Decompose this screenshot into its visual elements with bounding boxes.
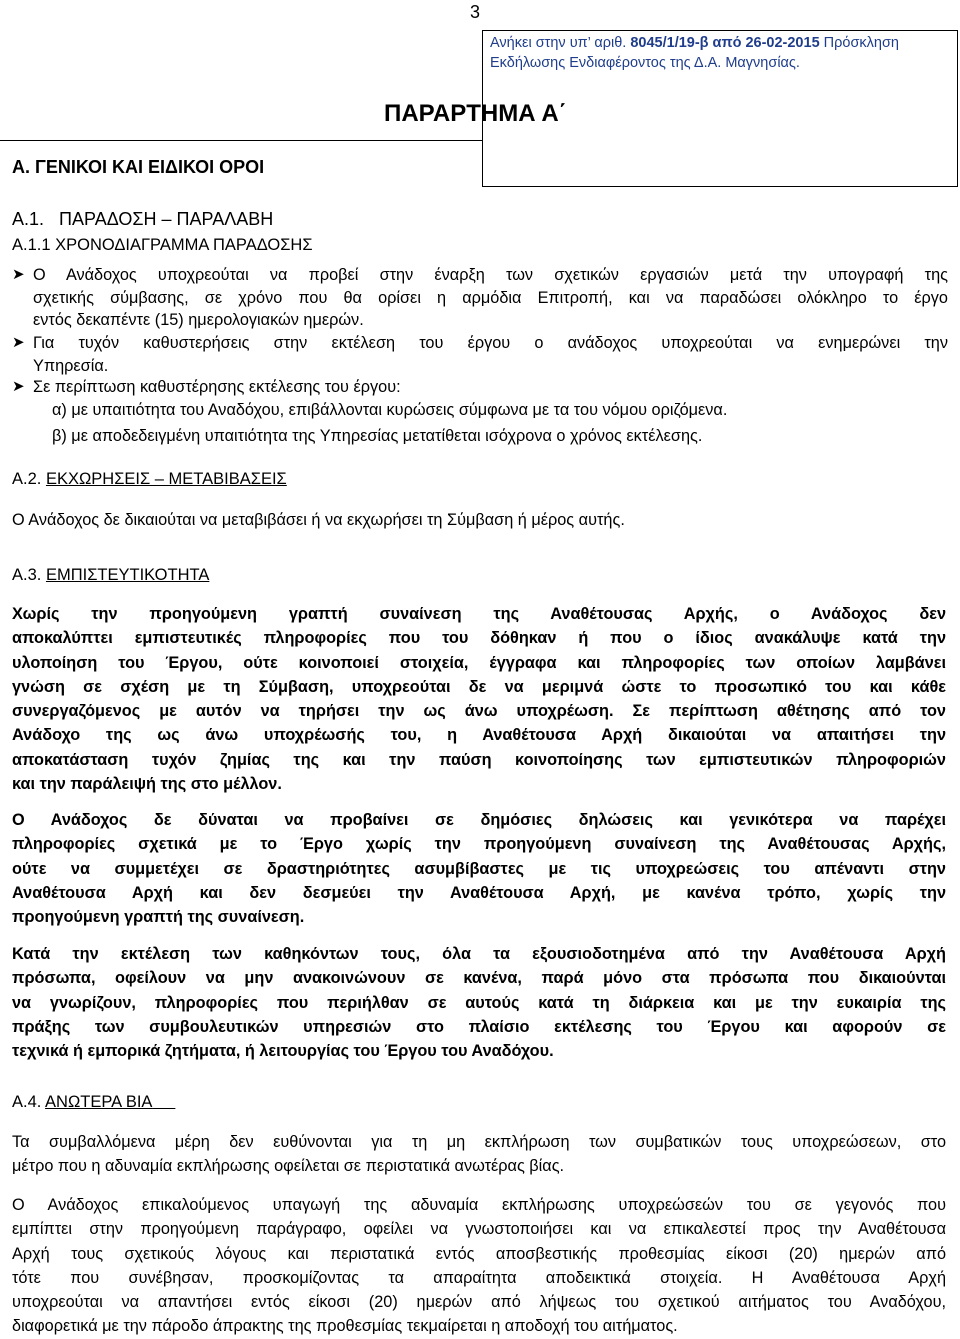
a4-heading [12,1093,175,1112]
a3-paragraph-3 [12,942,946,1063]
a3-paragraph-1 [12,602,946,796]
a4-p1-line: μέτρο που η αδυναμία εκπλήρωσης οφείλεται σε περιστατικά ανωτέρας βίας. [12,1157,565,1176]
arrow-bullet-icon: ➤ [12,378,25,395]
reference-note [490,33,955,73]
a4-p2-line: υποχρεούται να απαντήσει εντός είκοσι (20) ημερών από λήψεως του σχετικού αιτήματος του Αναδόχου, [12,1293,946,1312]
bullet-1 [33,264,948,332]
a3-p1-line: και την παράλειψή της στο μέλλον. [12,775,282,794]
a3-number: Α.3. [12,566,42,584]
a3-p1-line: υλοποίηση του Έργου, ούτε κοινοποιεί στοιχεία, έγγραφα και πληροφορίες των οποίων λαμβάνει [12,653,946,672]
bullet-1-line-2: σχετικής σύμβασης, σε χρόνο που θα ορίσει η αρμόδια Επιτροπή, και να παραδώσει ολόκληρο το έργο [33,288,948,307]
a4-number: Α.4. [12,1093,42,1111]
a3-p2-line: ούτε να συμμετέχει σε δραστηριότητες ασυμβίβαστες με τις υποχρεώσεις του απέναντι στην [12,859,946,878]
a3-p1-line: συνεργαζόμενος με αυτόν να τηρήσει την ως άνω υποχρέωση. Σε περίπτωση αθέτησης από τον [12,702,946,721]
a3-p2-line: προηγούμενη γραπτή της συναίνεση. [12,908,305,927]
a4-paragraph-2 [12,1193,946,1339]
a4-p2-line: διαφορετικά με την πάροδο άπρακτης της προθεσμίας τεκμαίρεται η αποδοχή του αιτήματος. [12,1317,678,1336]
arrow-bullet-icon: ➤ [12,266,25,283]
a4-paragraph-1 [12,1130,946,1179]
a3-p1-line: Χωρίς την προηγούμενη γραπτή συναίνεση της Αναθέτουσας Αρχής, ο Ανάδοχος δεν [12,605,946,623]
a3-p2-line: Αναθέτουσα Αρχή και δεν δεσμεύει την Αναθέτουσα Αρχή, με κανένα τρόπο, χωρίς την [12,883,946,902]
bullet-3-sub-b: β) με αποδεδειγμένη υπαιτιότητα της Υπηρεσίας μετατίθεται ισόχρονα ο χρόνος εκτέλεσης. [52,427,703,445]
a3-paragraph-2 [12,808,946,929]
bullet-3-line-1: Σε περίπτωση καθυστέρησης εκτέλεσης του έργου: [33,378,401,396]
bullet-3 [33,376,948,399]
a1-heading [12,209,273,230]
a1-title: ΠΑΡΑΔΟΣΗ – ΠΑΡΑΛΑΒΗ [59,209,274,229]
a3-p2-line: πληροφορίες σχετικά με το Έργο χωρίς την προηγούμενη συναίνεση της Αναθέτουσας Αρχής, [12,835,946,854]
a2-text: Ο Ανάδοχος δε δικαιούται να μεταβιβάσει ή να εκχωρήσει τη Σύμβαση ή μέρος αυτής. [12,511,625,529]
a4-title: ΑΝΩΤΕΡΑ ΒΙΑ [45,1093,153,1111]
a4-p2-line: τότε που συνέβησαν, προσκομίζοντας τα απαραίτητα αποδεικτικά στοιχεία. Η Αναθέτουσα Αρχή [12,1268,946,1287]
a1-number: Α.1. [12,209,45,229]
bullet-1-line-1: Ο Ανάδοχος υποχρεούται να προβεί στην έναρξη των σχετικών εργασιών μετά την υπογραφή της [33,266,948,284]
reference-prefix: Ανήκει στην υπ’ αριθ. [490,35,627,51]
a3-p3-line: τεχνικά ή εμπορικά ζητήματα, ή λειτουργίας του Έργου του Αναδόχου. [12,1042,554,1061]
a3-p1-line: Ανάδοχο της ως άνω υποχρέωσής του, η Αναθέτουσα Αρχή δικαιούται να απαιτήσει την [12,726,946,745]
a3-title: ΕΜΠΙΣΤΕΥΤΙΚΟΤΗΤΑ [45,566,210,584]
a4-p2-line: εμπίπτει στην προηγούμενη παράγραφο, οφείλει να γνωστοποιήσει και να επικαλεστεί προς την Αναθέτουσα [12,1220,946,1239]
bullet-2-line-2: Υπηρεσία. [33,356,109,375]
a3-p3-line: πράξης των συμβουλευτικών υπηρεσιών στο πλαίσιο εκτέλεσης του Έργου και αφορούν σε [12,1017,946,1036]
bullet-3-sub-a: α) με υπαιτιότητα του Αναδόχου, επιβάλλονται κυρώσεις σύμφωνα με τα του νόμου οριζόμενα. [52,401,728,419]
page-number: 3 [470,2,481,22]
reference-line2: Εκδήλωσης Ενδιαφέροντος της Δ.Α. Μαγνησίας. [490,55,800,71]
a3-heading [12,566,209,585]
a1-bullets [0,260,960,460]
a2-number: Α.2. [12,470,42,488]
a3-p3-line: πρόσωπα, οφείλουν να μην ανακοινώνουν σε κανένα, παρά μόνο στα πρόσωπα που δικαιούνται [12,969,946,988]
annex-title: ΠΑΡΑΡΤΗΜΑ Α΄ [384,100,567,127]
section-a-title: Α. ΓΕΝΙΚΟΙ ΚΑΙ ΕΙΔΙΚΟΙ ΟΡΟΙ [12,157,265,177]
a3-p1-line: γνώση σε σχέση με τη Σύμβαση, υποχρεούται δε να μεριμνά ώστε το προσωπικό του και κάθε [12,677,946,696]
reference-suffix: Πρόσκληση [823,35,899,51]
a3-p3-line: να γνωρίζουν, πληροφορίες που περιήλθαν σε αυτούς κατά τη διάρκεια και με την ευκαιρία της [12,993,946,1012]
arrow-bullet-icon: ➤ [12,334,25,351]
bullet-1-line-3: εντός δεκαπέντε (15) ημερολογιακών ημερών. [33,311,364,329]
a3-p2-line: Ο Ανάδοχος δε δύναται να προβαίνει σε δημόσιες δηλώσεις και γενικότερα να παρέχει [12,811,946,829]
a2-title: ΕΚΧΩΡΗΣΕΙΣ – ΜΕΤΑΒΙΒΑΣΕΙΣ [45,470,287,488]
a1-1-heading: Α.1.1 ΧΡΟΝΟΔΙΑΓΡΑΜΜΑ ΠΑΡΑΔΟΣΗΣ [12,236,313,254]
reference-link[interactable]: 8045/1/19-β από 26-02-2015 [630,35,820,51]
a3-p1-line: αποκατάσταση τυχόν ζημίας της και την παύση κοινοποίησης των εμπιστευτικών πληροφοριών [12,750,946,769]
a2-heading [12,470,287,489]
a3-p3-line: Κατά την εκτέλεση των καθηκόντων τους, όλα τα εξουσιοδοτημένα από την Αναθέτουσα Αρχή [12,945,946,963]
a4-p2-line: Ο Ανάδοχος επικαλούμενος υπαγωγή της αδυναμία εκπλήρωσης υποχρεώσεών του σε γεγονός που [12,1196,946,1214]
bullet-2 [33,332,948,377]
a4-p1-line: Τα συμβαλλόμενα μέρη δεν ευθύνονται για τη μη εκπλήρωση των συμβατικών τους υποχρεώσεων, στο [12,1133,946,1151]
a4-p2-line: Αρχή τους σχετικούς λόγους και περιστατικά εντός αποσβεστικής προθεσμίας είκοσι (20) ημερών από [12,1244,946,1263]
bullet-2-line-1: Για τυχόν καθυστερήσεις στην εκτέλεση του έργου ο ανάδοχος υποχρεούται να ενημερώνει την [33,334,948,352]
a3-p1-line: αποκαλύπτει εμπιστευτικές πληροφορίες που του δόθηκαν ή που ο ίδιος ανακάλυψε κατά την [12,629,946,648]
